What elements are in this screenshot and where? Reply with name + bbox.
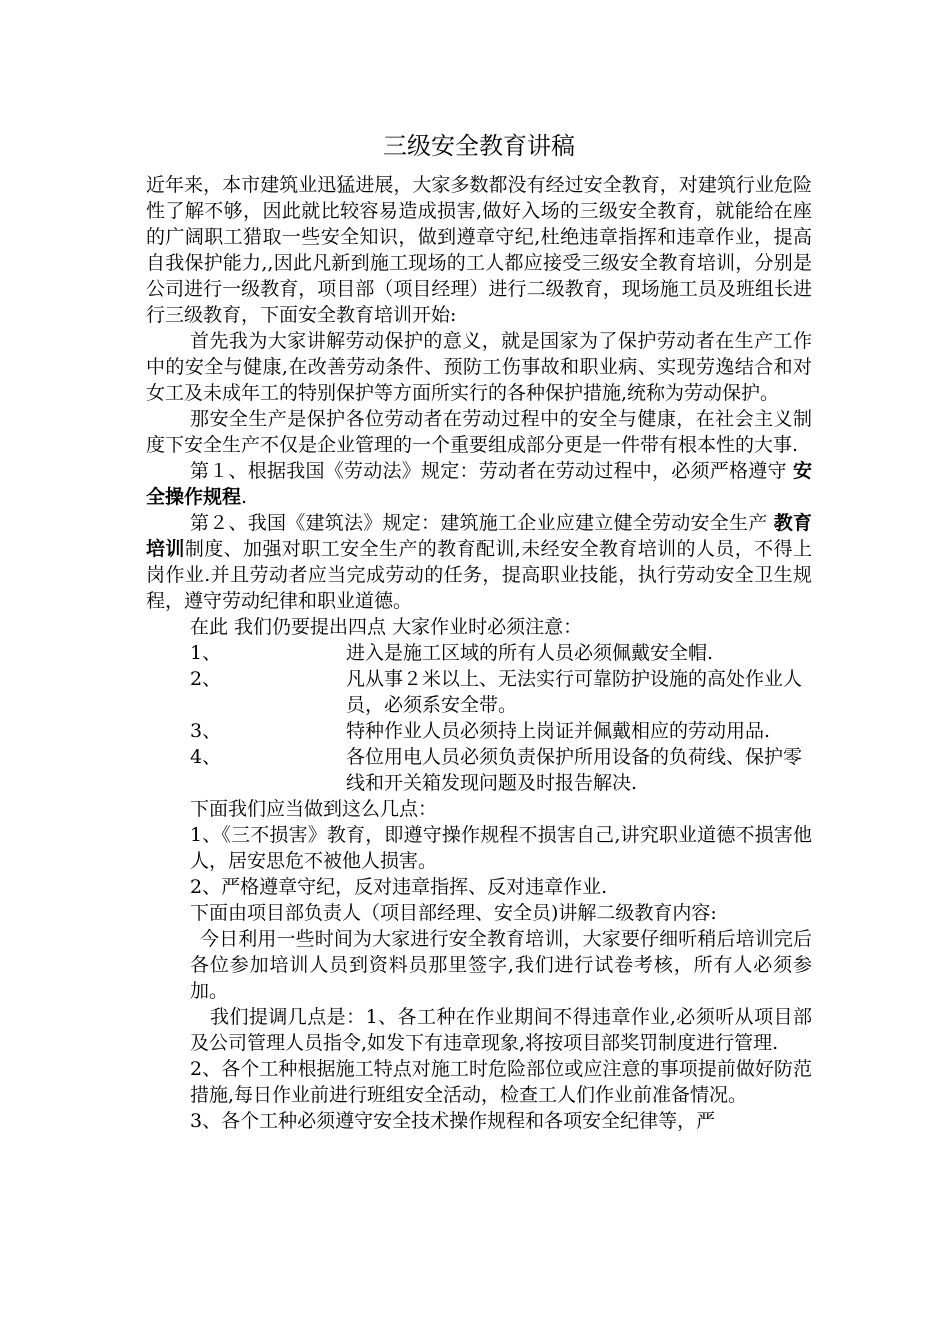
notice-number: 3、 <box>190 720 222 742</box>
notice-intro: 在此 我们仍要提出四点 大家作业时必须注意： <box>190 616 583 638</box>
notice-item <box>190 640 812 666</box>
notice-text: 凡从事２米以上、无法实行可靠防护设施的高处作业人员，必须系安全带。 <box>346 668 803 716</box>
level2-paragraph-3: 2、各个工种根据施工特点对施工时危险部位或应注意的事项提前做好防范措施,每日作业前进行班组安全活动，检查工人们作业前准备情况。 <box>190 1058 812 1106</box>
notice-number: 4、 <box>190 746 222 768</box>
notice-item <box>190 744 812 796</box>
construction-law-text: 第２、我国《建筑法》规定：建筑施工企业应建立健全劳动安全生产 <box>190 512 774 534</box>
labor-law-paragraph <box>146 458 812 510</box>
notice-item <box>190 718 812 744</box>
notice-text: 进入是施工区域的所有人员必须佩戴安全帽. <box>346 642 714 664</box>
notice-text: 特种作业人员必须持上岗证并佩戴相应的劳动用品. <box>346 720 771 742</box>
construction-law-rest: 制度、加强对职工安全生产的教育配训,未经安全教育培训的人员，不得上岗作业.并且劳动者应当完成劳动的任务，提高职业技能，执行劳动安全卫生规程，遵守劳动纪律和职业道德。 <box>146 538 812 612</box>
notice-number: 2、 <box>190 668 222 690</box>
should-item-1: 1、《三不损害》教育，即遵守操作规程不损害自己,讲究职业道德不损害他人，居安思危不被他人损害。 <box>190 824 812 872</box>
document-title: 三级安全教育讲稿 <box>383 132 575 160</box>
labor-law-text: 第１、根据我国《劳动法》规定：劳动者在劳动过程中，必须严格遵守 <box>190 460 793 482</box>
notice-number: 1、 <box>190 642 222 664</box>
level2-paragraph-1: 今日利用一些时间为大家进行安全教育培训，大家要仔细听稍后培训完后各位参加培训人员到资料员那里签字,我们进行试卷考核，所有人必须参加。 <box>190 928 812 1002</box>
notice-text: 各位用电人员必须负责保护所用设备的负荷线、保护零线和开关箱发现问题及时报告解决. <box>346 746 803 794</box>
labor-law-bold-term: 安全操作规程 <box>146 460 812 508</box>
should-intro: 下面我们应当做到这么几点： <box>190 798 438 820</box>
labor-protection-paragraph: 首先我为大家讲解劳动保护的意义，就是国家为了保护劳动者在生产工作中的安全与健康,在改善劳动条件、预防工伤事故和职业病、实现劳逸结合和对女工及未成年工的特别保护等方面所实行的各种保护措施,统称为劳动保护。 <box>146 330 812 404</box>
notice-list <box>146 640 812 796</box>
construction-law-bold-term: 教育培训 <box>146 512 812 560</box>
level2-paragraph-2: 我们提调几点是：1、各工种在作业期间不得违章作业,必须听从项目部及公司管理人员指令,如发下有违章现象,将按项目部奖罚制度进行管理. <box>190 1006 812 1054</box>
level2-intro: 下面由项目部负责人（项目部经理、安全员)讲解二级教育内容: <box>190 902 717 924</box>
should-item-2: 2、严格遵章守纪，反对违章指挥、反对违章作业. <box>190 876 608 898</box>
level2-paragraph-4: 3、各个工种必须遵守安全技术操作规程和各项安全纪律等，严 <box>190 1110 716 1132</box>
intro-paragraph: 近年来，本市建筑业迅猛进展，大家多数都没有经过安全教育，对建筑行业危险性了解不够，因此就比较容易造成损害,做好入场的三级安全教育，就能给在座的广阔职工猎取一些安全知识，做到遵章守纪,杜绝违章指挥和违章作业，提高自我保护能力,,因此凡新到施工现场的工人都应接受三级安全教育培训，分别是公司进行一级教育，项目部（项目经理）进行二级教育，现场施工员及班组长进行三级教育，下面安全教育培训开始: <box>146 174 812 326</box>
labor-law-end: . <box>241 486 248 508</box>
construction-law-paragraph <box>146 510 812 614</box>
document-body <box>146 128 812 1134</box>
notice-item <box>190 666 812 718</box>
safety-production-paragraph: 那安全生产是保护各位劳动者在劳动过程中的安全与健康，在社会主义制度下安全生产不仅是企业管理的一个重要组成部分更是一件带有根本性的大事. <box>146 408 812 456</box>
